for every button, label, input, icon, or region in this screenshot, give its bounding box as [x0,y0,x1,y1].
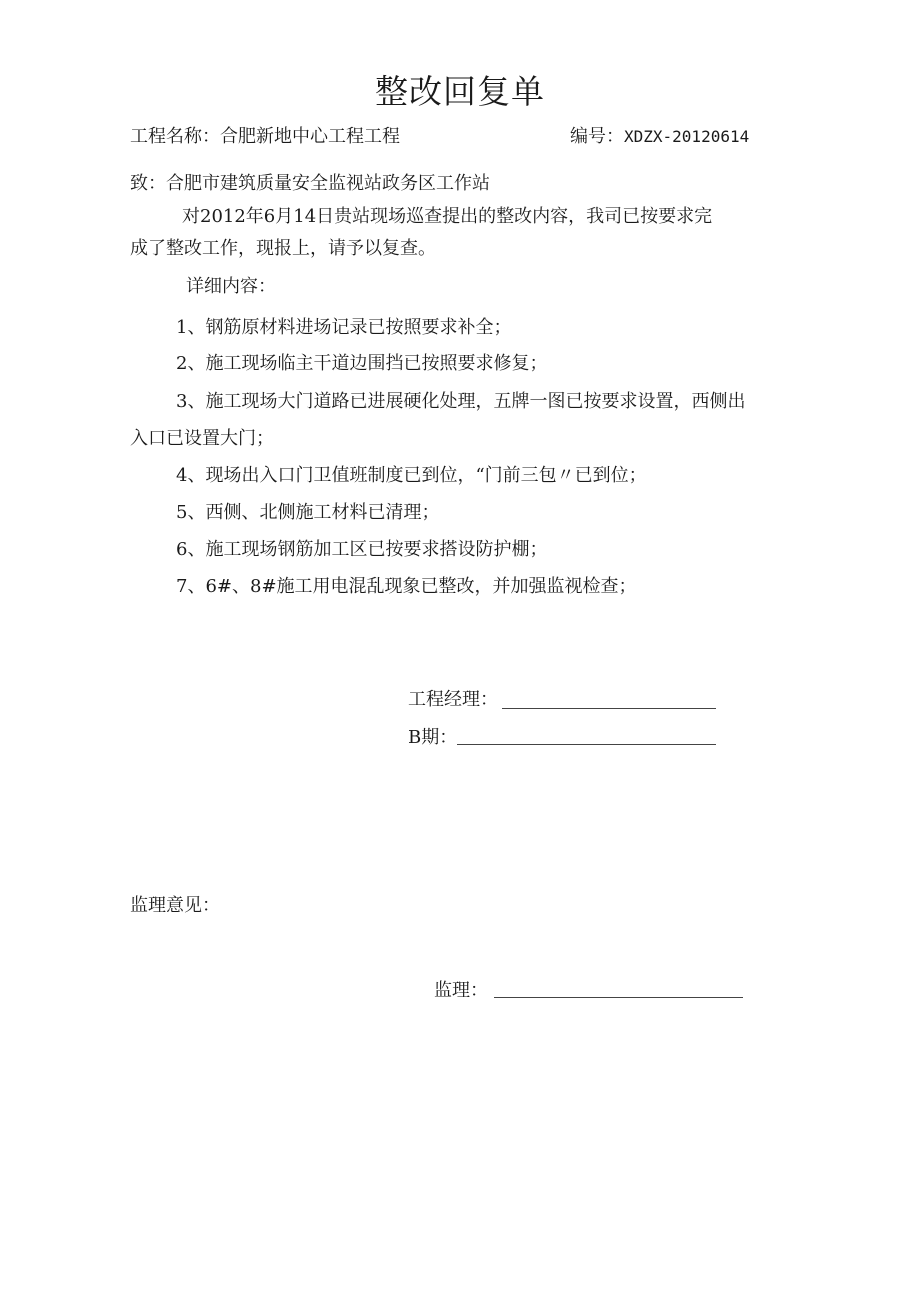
project-name-label: 工程名称： [130,126,220,147]
list-item: 4、现场出入口门卫值班制度已到位，“门前三包〃已到位； [176,465,647,486]
supervision-opinion-label: 监理意见： [130,895,220,916]
intro-line-2: 成了整改工作，现报上，请予以复查。 [130,238,436,259]
document-number-row [570,128,749,146]
date-label: B期： [408,727,458,748]
project-manager-signature-line[interactable] [502,708,716,709]
intro-line-1: 对2012年6月14日贵站现场巡查提出的整改内容，我司已按要求完 [182,206,713,227]
list-item: 1、钢筋原材料进场记录已按照要求补全； [176,317,512,338]
list-item: 5、西侧、北侧施工材料已清理； [176,502,440,523]
recipient-line: 致：合肥市建筑质量安全监视站政务区工作站 [130,173,490,194]
list-item-continuation: 入口已设置大门； [130,428,274,449]
document-number-label: 编号： [570,126,624,147]
date-signature-line[interactable] [457,744,716,745]
supervisor-signature-line[interactable] [494,997,743,998]
list-item: 2、施工现场临主干道边围挡已按照要求修复； [176,353,548,374]
list-item: 3、施工现场大门道路已进展硬化处理，五牌一图已按要求设置，西侧出 [176,391,746,412]
details-heading: 详细内容： [186,276,276,297]
supervisor-label: 监理： [434,980,488,1001]
project-name-value: 合肥新地中心工程工程 [220,126,400,147]
project-name-row [130,128,400,146]
list-item: 7、6#、8#施工用电混乱现象已整改，并加强监视检查； [176,576,637,597]
document-title: 整改回复单 [375,72,545,111]
document-number-value: XDZX-20120614 [624,127,750,146]
project-manager-label: 工程经理： [408,689,498,710]
list-item: 6、施工现场钢筋加工区已按要求搭设防护棚； [176,539,548,560]
